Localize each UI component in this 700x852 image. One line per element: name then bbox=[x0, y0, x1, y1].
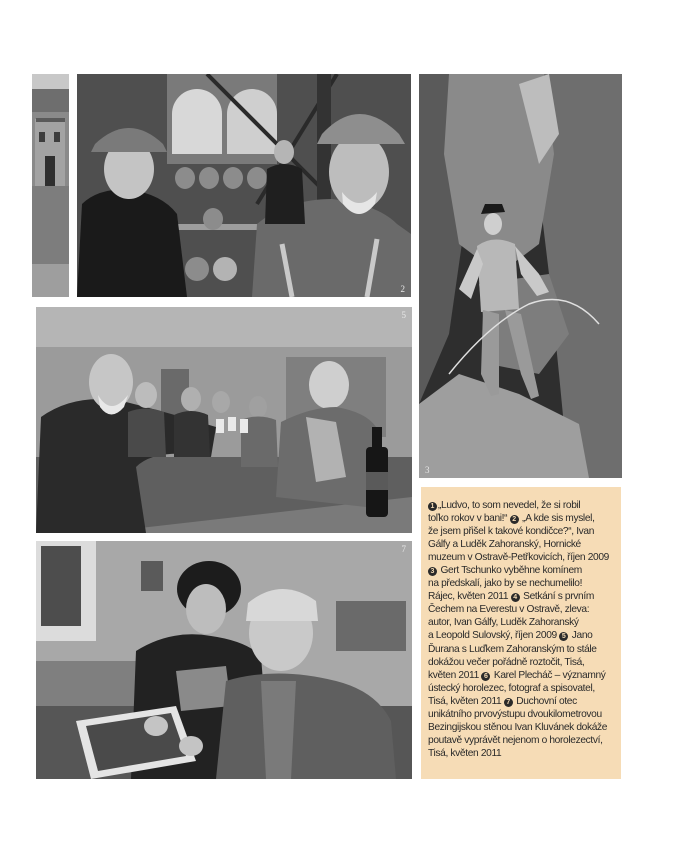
caption-text-segment: Ďurana s Luďkem Zahoranským to stále bbox=[428, 643, 597, 655]
caption-text-segment: muzeum v Ostravě-Petřkovicích, říjen 2009 bbox=[428, 552, 609, 564]
photo-museum-building bbox=[32, 74, 69, 297]
caption-text-segment: ústecký horolezec, fotograf a spisovatel, bbox=[428, 682, 595, 694]
caption-line bbox=[428, 551, 616, 564]
caption-number-bullet: 3 bbox=[428, 567, 437, 576]
photo-number-3: 3 bbox=[425, 465, 430, 475]
caption-text-segment: Gert Tschunko vyběhne komínem bbox=[438, 565, 582, 577]
caption-line bbox=[428, 564, 616, 577]
caption-line bbox=[428, 656, 616, 669]
caption-text-segment: Jano bbox=[569, 630, 593, 642]
caption-text-segment: květen 2011 bbox=[428, 669, 482, 681]
caption-number-bullet: 7 bbox=[504, 698, 513, 707]
caption-text-segment: toľko rokov v bani!“ bbox=[428, 513, 510, 525]
caption-text-segment: na předskalí, jako by se nechumelilo! bbox=[428, 578, 583, 590]
caption-text bbox=[428, 499, 616, 760]
caption-text-segment: Bezingijskou stěnou Ivan Kluvánek dokáže bbox=[428, 721, 608, 733]
caption-text-segment: Rájec, květen 2011 bbox=[428, 591, 511, 603]
caption-number-bullet: 4 bbox=[511, 593, 520, 602]
photo-toasting-group bbox=[36, 307, 412, 533]
caption-line bbox=[428, 512, 616, 525]
caption-number-bullet: 5 bbox=[559, 632, 568, 641]
caption-line bbox=[428, 643, 616, 656]
caption-number-bullet: 2 bbox=[510, 515, 519, 524]
caption-box bbox=[421, 487, 621, 779]
photo-two-miners-image bbox=[77, 74, 411, 297]
caption-line bbox=[428, 499, 616, 512]
photo-men-viewing-image bbox=[36, 541, 412, 779]
photo-toasting-image bbox=[36, 307, 412, 533]
caption-line bbox=[428, 708, 616, 721]
caption-line bbox=[428, 538, 616, 551]
caption-number-bullet: 6 bbox=[481, 672, 490, 681]
caption-text-segment: Duchovní otec bbox=[513, 695, 577, 707]
caption-line bbox=[428, 682, 616, 695]
caption-line bbox=[428, 747, 616, 760]
caption-line bbox=[428, 603, 616, 616]
photo-number-5: 5 bbox=[401, 310, 406, 320]
caption-line bbox=[428, 525, 616, 538]
caption-text-segment: Gálfy a Luděk Zahoranský, Hornické bbox=[428, 539, 581, 551]
photo-number-2: 2 bbox=[400, 284, 405, 294]
caption-text-segment: Karel Plecháč – významný bbox=[491, 669, 606, 681]
caption-line bbox=[428, 629, 616, 642]
caption-number-bullet: 1 bbox=[428, 502, 437, 511]
caption-text-segment: a Leopold Sulovský, říjen 2009 bbox=[428, 630, 560, 642]
photo-climber-rock bbox=[419, 74, 622, 478]
photo-two-miners-helmets bbox=[77, 74, 411, 297]
photo-men-viewing-photos bbox=[36, 541, 412, 779]
photo-number-7: 7 bbox=[401, 544, 406, 554]
caption-text-segment: že jsem přišel k takové kondičce?“, Ivan bbox=[428, 526, 595, 538]
caption-text-segment: poutavě vyprávět nejenom o horolezectví, bbox=[428, 734, 603, 746]
photo-climber-image bbox=[419, 74, 622, 478]
caption-line bbox=[428, 721, 616, 734]
caption-line bbox=[428, 695, 616, 708]
caption-text-segment: „A kde sis myslel, bbox=[519, 513, 595, 525]
caption-text-segment: unikátního prvovýstupu dvoukilometrovou bbox=[428, 708, 602, 720]
caption-line bbox=[428, 590, 616, 603]
caption-text-segment: autor, Ivan Gálfy, Luděk Zahoranský bbox=[428, 617, 579, 629]
caption-text-segment: dokážou večer pořádně roztočit, Tisá, bbox=[428, 656, 585, 668]
caption-text-segment: Tisá, květen 2011 bbox=[428, 695, 504, 707]
caption-text-segment: Čechem na Everestu v Ostravě, zleva: bbox=[428, 604, 590, 616]
caption-text-segment: „Ludvo, to som nevedel, že si robil bbox=[438, 500, 581, 511]
photo-museum-building-image bbox=[32, 74, 69, 297]
caption-line bbox=[428, 577, 616, 590]
caption-line bbox=[428, 616, 616, 629]
caption-text-segment: Tisá, květen 2011 bbox=[428, 747, 502, 759]
caption-line bbox=[428, 669, 616, 682]
caption-text-segment: Setkání s prvním bbox=[520, 591, 594, 603]
caption-line bbox=[428, 734, 616, 747]
